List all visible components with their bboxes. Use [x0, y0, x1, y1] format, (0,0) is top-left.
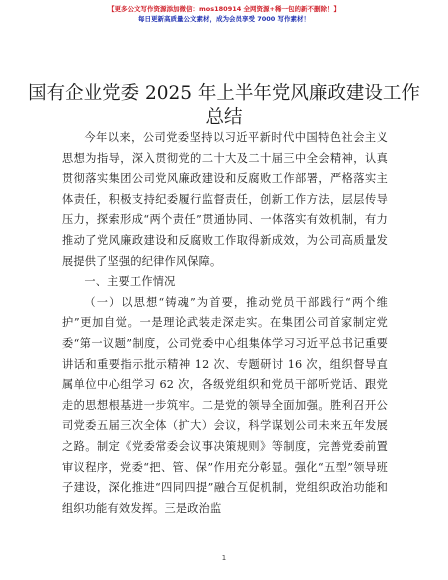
document-title — [0, 82, 448, 130]
promo-line-1: 【更多公文写作资源添加微信：mos180914 全网资源+稀一包的新不删除！】 — [108, 5, 340, 13]
title-line-1: 国有企业党委 2025 年上半年党风廉政建设工作 — [28, 83, 420, 104]
section-paragraph: （一）以思想“铸魂”为首要，推动党员干部践行“两个维护”更加自觉。一是理论武装走深走实。在集团公司首家制定党委“第一议题”制度，公司党委中心组集体学习习近平总书记重要讲话和重要指示批示精神 12 次、专题研讨 16 次，组织督导直属单位中心组学习 62 次，各级党组织和党员干部听党话、跟党走的思想根基进一步筑牢。二是党的领导全面加强。胜利召开公司党委五届三次全体（扩大）会议，科学谋划公司未来五年发展之路。制定《党委常委会议事决策规则》等制度，完善党委前置审议程序，党委“把、管、保”作用充分彰显。强化“五型”领导班子建设，深化推进“四同四提”融合互促机制，党组织政治功能和组织功能有效发挥。三是政治监 — [62, 295, 388, 515]
page-number: 1 — [221, 554, 227, 562]
title-line-2: 总结 — [205, 107, 243, 128]
section-heading: 一、主要工作情况 — [84, 275, 176, 289]
promo-line-2: 每日更新高质量公文素材，成为会员享受 7000 写作素材！ — [137, 15, 311, 23]
intro-paragraph: 今年以来，公司党委坚持以习近平新时代中国特色社会主义思想为指导，深入贯彻党的二十大及二十届三中全会精神，认真贯彻落实集团公司党风廉政建设和反腐败工作部署，严格落实主体责任，积极支持纪委履行监督责任，创新工作方法，层层传导压力，探索形成“两个责任”贯通协同、一体落实有效机制，有力推动了党风廉政建设和反腐败工作取得新成效，为公司高质量发展提供了坚强的纪律作风保障。 — [62, 131, 388, 268]
promo-banner — [0, 4, 448, 24]
document-body — [62, 128, 388, 519]
